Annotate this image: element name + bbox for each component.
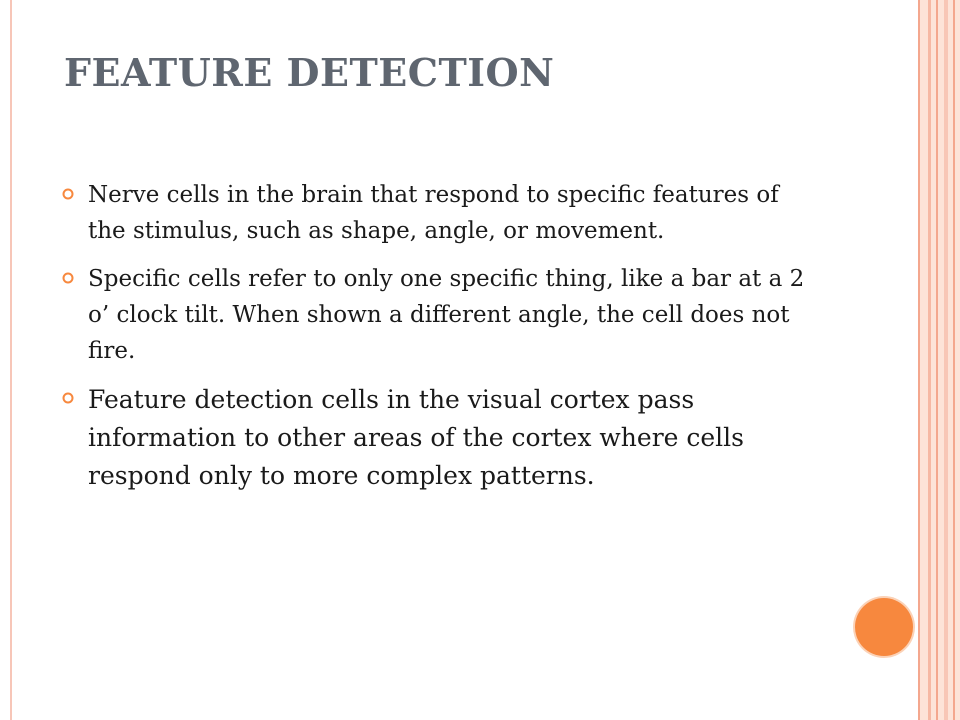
open-circle-bullet-icon [62,392,74,404]
decorative-stripe [928,0,931,720]
bullet-text: Specific cells refer to only one specific thing, like a bar at a 2 o’ clock tilt. When shown a different angle, the cell does not fire. [88,266,805,364]
decorative-stripe [918,0,920,720]
bullet-item [62,261,822,369]
decorative-stripe [944,0,948,720]
decorative-stripe [953,0,955,720]
slide-title: FEATURE DETECTION [64,50,555,95]
orange-circle-decoration [855,598,913,656]
bullet-text: Nerve cells in the brain that respond to specific features of the stimulus, such as shape, angle, or movement. [88,182,779,244]
open-circle-bullet-icon [62,272,74,284]
bullet-item [62,381,822,495]
bullet-list [62,177,822,507]
decorative-stripe [936,0,938,720]
open-circle-bullet-icon [62,188,74,200]
left-border-line [10,0,12,720]
bullet-text: Feature detection cells in the visual cortex pass information to other areas of the cortex where cells respond only to more complex patterns. [88,385,745,490]
bullet-item [62,177,822,249]
